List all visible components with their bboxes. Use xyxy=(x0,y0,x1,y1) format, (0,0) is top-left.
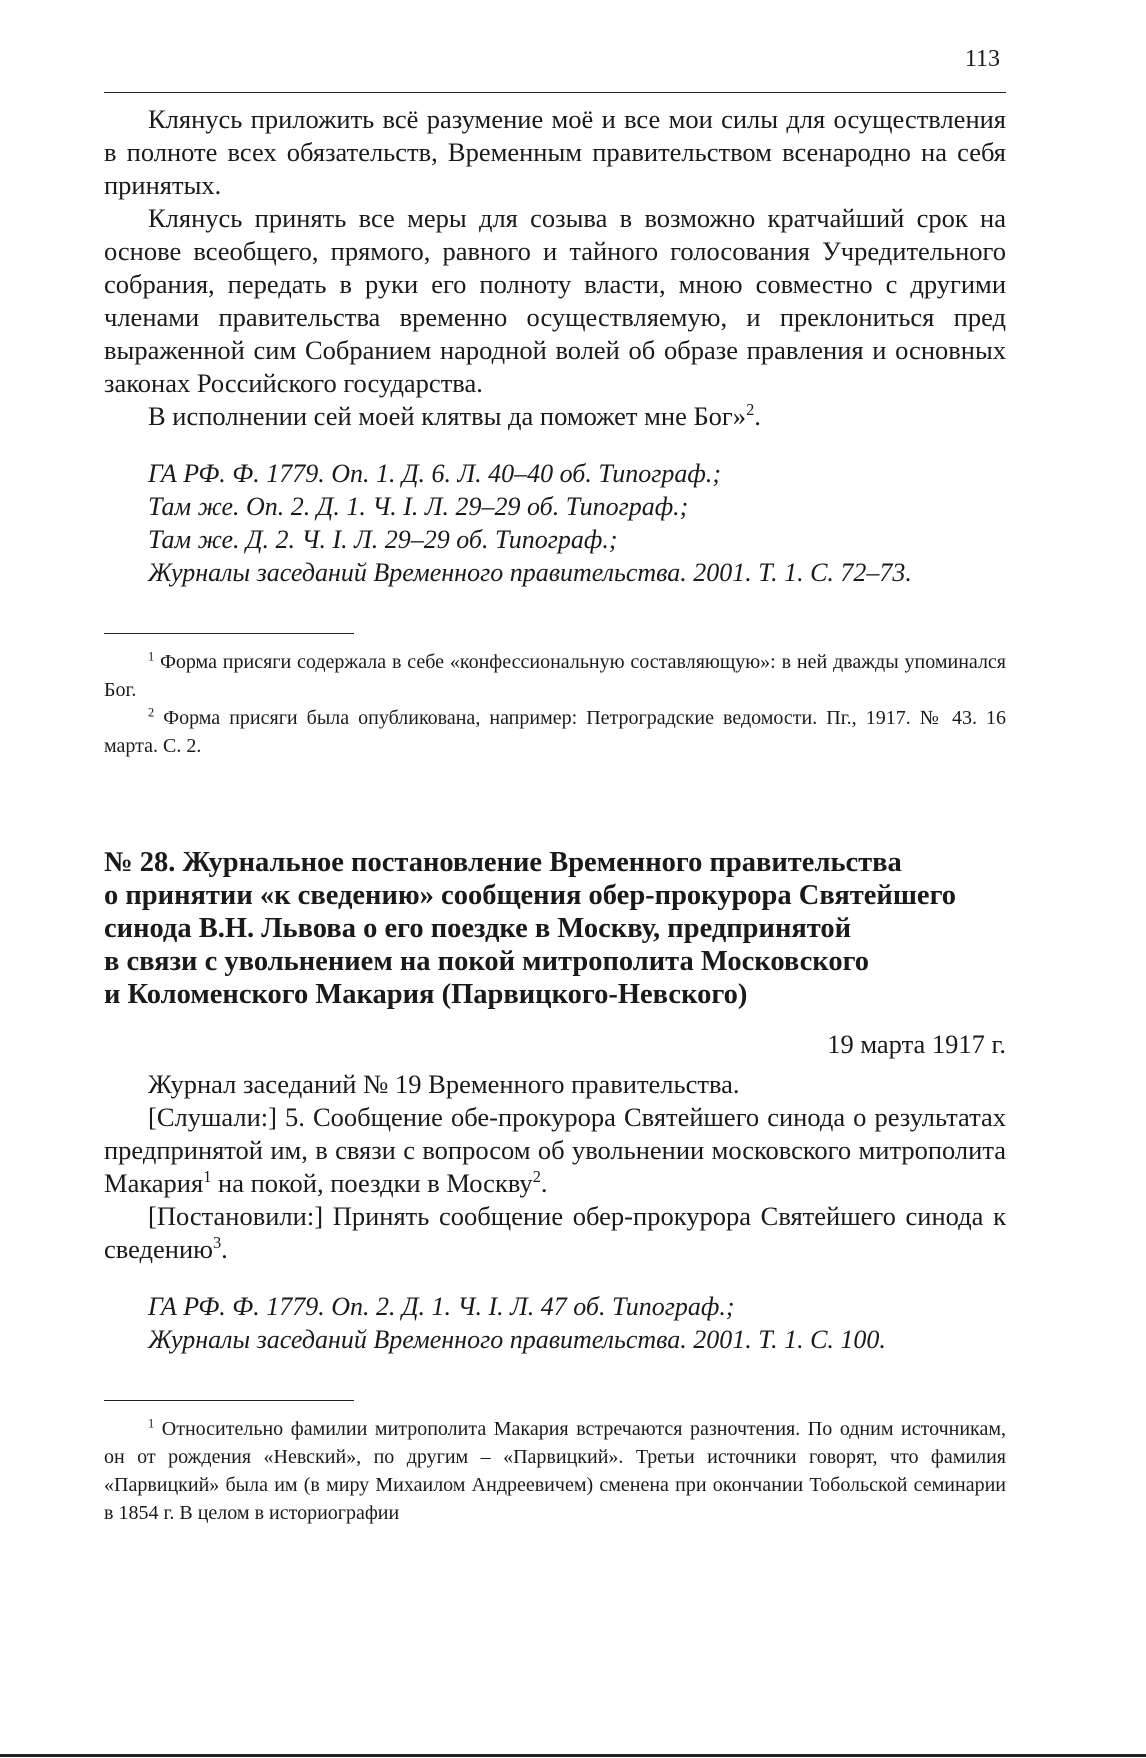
resolved-paragraph: [Постановили:] Принять сообщение обер-прокурора Святейшего синода к сведению$^3$. xyxy=(104,1201,1006,1264)
footnote-marker: 1 xyxy=(203,1167,212,1187)
reference-line: Там же. Д. 2. Ч. I. Л. 29–29 об. Типограф.; xyxy=(148,525,618,554)
journal-line: Журнал заседаний № 19 Временного правительства. xyxy=(148,1069,740,1099)
book-page xyxy=(104,0,1006,1527)
reference-line: Там же. Оп. 2. Д. 1. Ч. I. Л. 29–29 об. Типограф.; xyxy=(148,492,689,521)
page-number: 113 xyxy=(964,46,1000,72)
footnote-divider xyxy=(104,633,354,634)
reference-line: Журналы заседаний Временного правительства. 2001. Т. 1. С. 100. xyxy=(148,1325,886,1354)
footnote: $^2$ Форма присяги была опубликована, например: Петроградские ведомости. Пг., 1917. № 43. 16 марта. С. 2. xyxy=(104,705,1007,757)
oath-text xyxy=(104,103,1006,433)
document-date: 19 марта 1917 г. xyxy=(827,1029,1006,1059)
title-line: № 28. Журнальное постановление Временного правительства xyxy=(104,847,902,878)
footnote-marker: 3 xyxy=(212,1233,222,1253)
document-body xyxy=(104,1068,1006,1266)
reference-line: Журналы заседаний Временного правительства. 2001. Т. 1. С. 72–73. xyxy=(148,558,912,587)
archival-references xyxy=(104,457,1006,589)
footnote: $^1$ Форма присяги содержала в себе «конфессиональную составляющую»: в ней дважды упоминался Бог. xyxy=(104,649,1007,701)
footnotes xyxy=(104,648,1006,760)
scan-edge-line xyxy=(0,1754,1146,1757)
footnote-marker: 2 xyxy=(532,1167,541,1187)
document-title xyxy=(104,846,1006,1011)
footnote-divider xyxy=(104,1400,354,1401)
oath-paragraph: Клянусь принять все меры для созыва в возможно кратчайший срок на основе всеобщего, прямого, равного и тайного голосования Учредительного собрания, передать в руки его полноту власти, мною совместно с другими членами правительства временно осуществляемую, и преклониться пред выраженной сим Собранием народной волей об образе правления и основных законах Российского государства. xyxy=(104,203,1006,398)
footnote: $^1$ Относительно фамилии митрополита Макария встречаются разночтения. По одним источникам, он от рождения «Невский», по другим – «Парвицкий». Третьи источники говорят, что фамилия «Парвицкий» была им (в миру Михаилом Андреевичем) сменена при окончании Тобольской семинарии в 1854 г. В целом в историографии xyxy=(104,1416,1007,1524)
title-line: и Коломенского Макария (Парвицкого-Невского) xyxy=(104,979,748,1010)
reference-line: ГА РФ. Ф. 1779. Оп. 2. Д. 1. Ч. I. Л. 47 об. Типограф.; xyxy=(148,1292,735,1321)
title-line: о принятии «к сведению» сообщения обер-прокурора Святейшего xyxy=(104,880,957,911)
title-line: синода В.Н. Львова о его поездке в Москву, предпринятой xyxy=(104,913,852,944)
running-header xyxy=(104,0,1006,93)
heard-paragraph: [Слушали:] 5. Сообщение обе-прокурора Святейшего синода о результатах предпринятой им, в связи с вопросом об увольнении московского митрополита Макария$^1$ на покой, поездки в Москву$^2$. xyxy=(104,1102,1006,1198)
footnote-marker: 2 xyxy=(746,400,755,420)
oath-paragraph: Клянусь приложить всё разумение моё и все мои силы для осуществления в полноте всех обязательств, Временным правительством всенародно на себя принятых. xyxy=(104,104,1006,200)
reference-line: ГА РФ. Ф. 1779. Оп. 1. Д. 6. Л. 40–40 об. Типограф.; xyxy=(148,459,721,488)
oath-closing: В исполнении сей моей клятвы да поможет мне Бог»$^2$. xyxy=(148,400,761,431)
title-line: в связи с увольнением на покой митрополита Московского xyxy=(104,946,870,977)
footnotes xyxy=(104,1415,1006,1527)
archival-references xyxy=(104,1290,1006,1356)
